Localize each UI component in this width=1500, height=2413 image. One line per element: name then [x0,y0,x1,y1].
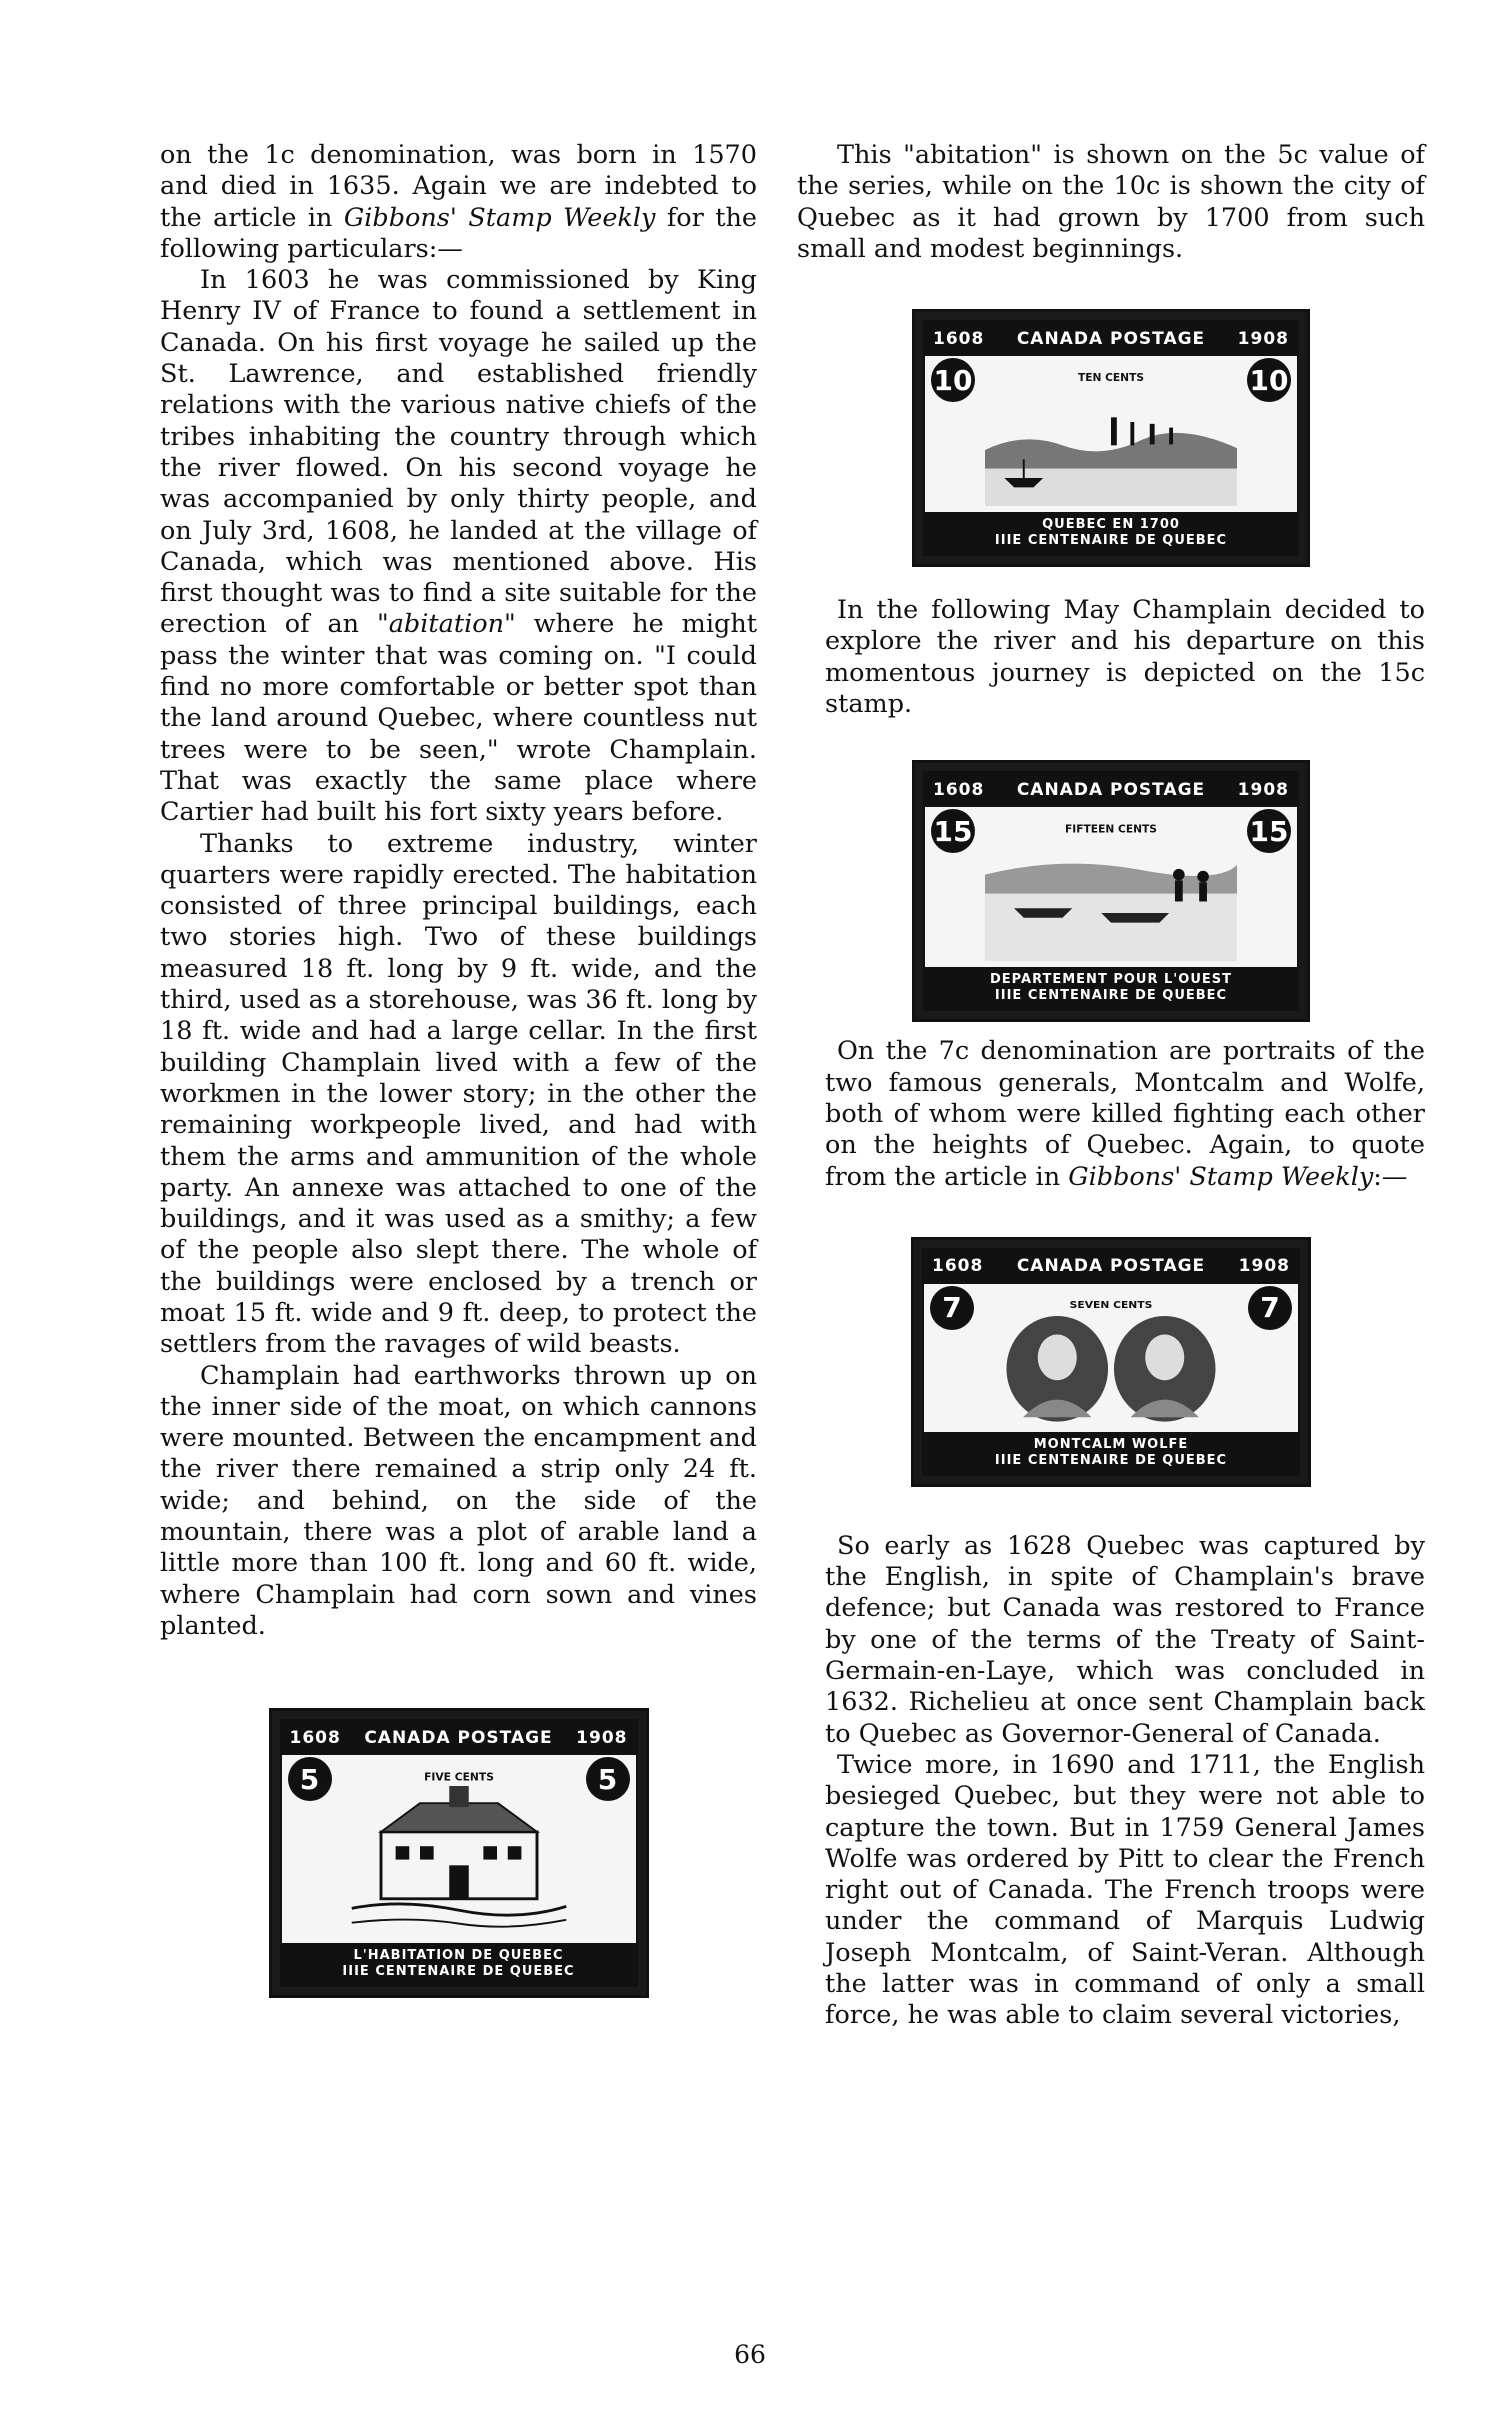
stamp-year-left: 1608 [933,779,985,800]
stamp-7c [911,1237,1311,1487]
paragraph: Champlain had earthworks thrown up on the inner side of the moat, on which cannons were mounted. Between the encampment and the river there remained a strip only 24 ft. wide; and behind, on the side of the mountain, there was a plot of arable land a little more than 100 ft. long and 60 ft. wide, where Champlain had corn sown and vines planted. [160,1360,757,1641]
paragraph [160,265,757,828]
paragraph-text: where he might pass the winter that was coming on. "I could find no more comfortable or better spot than the land around Quebec, where countless nut trees were to be seen," wrote Champlain. That was exactly the same place where Cartier had built his fort sixty years before. [160,609,757,828]
stamp-value-right: 15 [1247,809,1291,853]
stamp-denomination: FIVE CENTS [423,1770,494,1784]
stamp-year-right: 1908 [1237,779,1289,800]
stamp-year-left: 1608 [933,328,985,349]
stamp-10c-figure [912,309,1310,567]
stamp-scene-montcalm-wolfe [984,1294,1238,1426]
stamp-5c [269,1708,649,1998]
stamp-denomination: FIFTEEN CENTS [1065,822,1157,836]
stamp-scene-quebec-1700 [985,366,1237,506]
stamp-15c [912,760,1310,1022]
stamp-title: CANADA POSTAGE [364,1727,553,1748]
paragraph-text: :— [1373,1161,1408,1192]
stamp-5c-figure [269,1708,649,1998]
stamp-year-left: 1608 [289,1727,341,1748]
stamp-value-right: 5 [586,1757,630,1801]
stamp-scene-habitation [342,1765,576,1937]
stamp-value-right: 7 [1248,1286,1292,1330]
paragraph [160,140,757,265]
paragraph-text: On the 7c denomination are portraits of the two famous generals, Montcalm and Wolfe, both of whom were killed fighting each other on the heights of Quebec. Again, to quote from the article in [825,1036,1425,1192]
stamp-caption-line1: QUEBEC EN 1700 [1042,517,1180,533]
stamp-caption-line2: IIIE CENTENAIRE DE QUEBEC [994,1452,1228,1468]
stamp-value-left: 10 [931,358,975,402]
quoted-term: "abitation" [377,609,516,640]
stamp-year-right: 1908 [576,1727,628,1748]
stamp-value-right: 10 [1247,358,1291,402]
stamp-10c [912,309,1310,567]
stamp-caption-line2: IIIE CENTENAIRE DE QUEBEC [994,988,1228,1004]
stamp-value-left: 5 [288,1757,332,1801]
page-number: 66 [734,2340,766,2369]
publication-title: Gibbons' Stamp Weekly [343,202,656,233]
paragraph [797,1036,1425,1192]
stamp-7c-figure [911,1237,1311,1487]
right-column [797,140,1425,2032]
stamp-title: CANADA POSTAGE [1016,328,1206,349]
stamp-denomination: TEN CENTS [1077,372,1145,385]
stamp-scene-departure-west [985,817,1237,961]
paragraph: Twice more, in 1690 and 1711, the English besieged Quebec, but they were not able to capture the town. But in 1759 General James Wolfe was ordered by Pitt to clear the French right out of Canada. The French troops were under the command of Marquis Ludwig Joseph Montcalm, of Saint-Veran. Although the latter was in command of only a small force, he was able to claim several victories, [825,1749,1425,2031]
stamp-15c-figure [912,760,1310,1022]
stamp-title: CANADA POSTAGE [1016,1256,1206,1277]
stamp-year-right: 1908 [1238,1256,1290,1277]
publication-title: Gibbons' Stamp Weekly [1068,1161,1374,1192]
stamp-year-left: 1608 [932,1256,984,1277]
stamp-caption-line2: IIIE CENTENAIRE DE QUEBEC [994,533,1228,549]
stamp-caption-line1: L'HABITATION DE QUEBEC [353,1948,564,1964]
paragraph-text: on the 1c denomination, was born in 1570 and died in 1635. Again we are indebted to the article in [160,140,757,233]
stamp-caption-line2: IIIE CENTENAIRE DE QUEBEC [342,1964,575,1980]
stamp-denomination: SEVEN CENTS [1069,1300,1153,1311]
paragraph-text: for the following particulars:— [160,202,757,264]
stamp-value-left: 15 [931,809,975,853]
stamp-title: CANADA POSTAGE [1016,779,1206,800]
stamp-caption-line1: MONTCALM WOLFE [1033,1436,1189,1452]
paragraph: So early as 1628 Quebec was captured by the English, in spite of Champlain's brave defence; but Canada was restored to France by one of the terms of the Treaty of Saint-Germain-en-Laye, which was concluded in 1632. Richelieu at once sent Champlain back to Quebec as Governor-General of Canada. [825,1530,1425,1749]
stamp-year-right: 1908 [1237,328,1289,349]
stamp-caption-line1: DEPARTEMENT POUR L'OUEST [990,972,1232,988]
left-column [160,140,757,1998]
paragraph-text: In 1603 he was commissioned by King Henry IV of France to found a settlement in Canada. On his first voyage he sailed up the St. Lawrence, and established friendly relations with the various native chiefs of the tribes inhabiting the country through which the river flowed. On his second voyage he was accompanied by only thirty people, and on July 3rd, 1608, he landed at the village of Canada, which was mentioned above. His first thought was to find a site suitable for the erection of an [160,265,757,640]
paragraph: In the following May Champlain decided to explore the river and his departure on this momentous journey is depicted on the 15c stamp. [825,595,1425,720]
stamp-value-left: 7 [930,1286,974,1330]
paragraph: Thanks to extreme industry, winter quarters were rapidly erected. The habitation consisted of three principal buildings, each two stories high. Two of these buildings measured 18 ft. long by 9 ft. wide, and the third, used as a storehouse, was 36 ft. long by 18 ft. wide and had a large cellar. In the first building Champlain lived with a few of the workmen in the lower story; in the other the remaining workpeople lived, and had with them the arms and ammunition of the whole party. An annexe was attached to one of the buildings, and it was used as a smithy; a few of the people also slept there. The whole of the buildings were enclosed by a trench or moat 15 ft. wide and 9 ft. deep, to protect the settlers from the ravages of wild beasts. [160,828,757,1360]
paragraph: This "abitation" is shown on the 5c value of the series, while on the 10c is shown the city of Quebec as it had grown by 1700 from such small and modest beginnings. [797,140,1425,264]
